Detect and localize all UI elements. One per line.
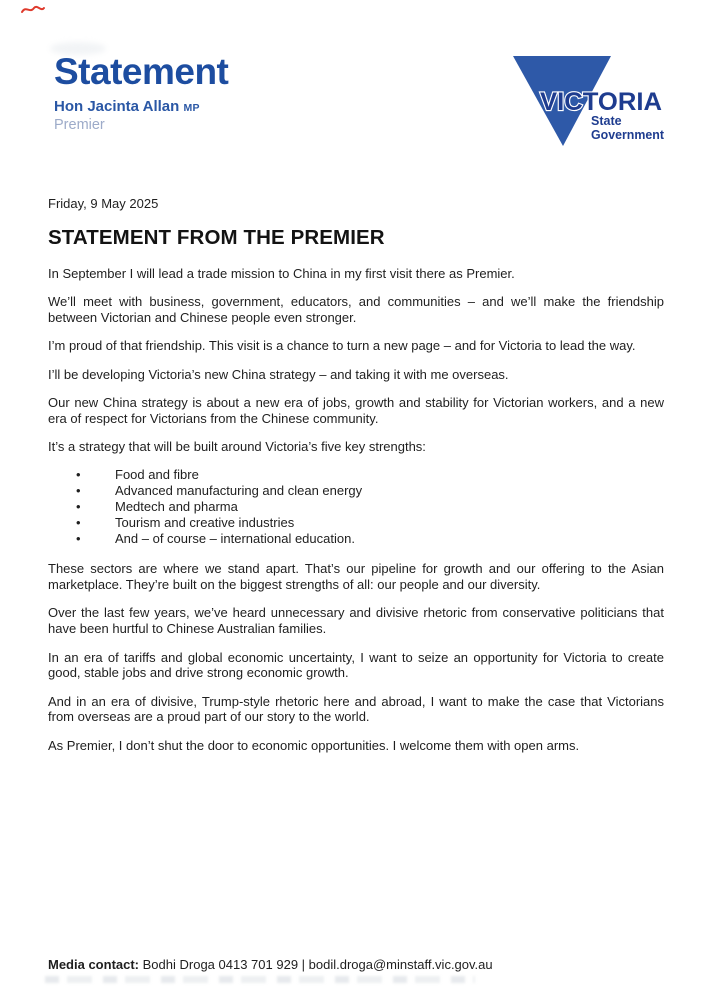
media-contact-line (48, 957, 664, 972)
strength-bullet-item: • And – of course – international education. (48, 531, 664, 547)
body-paragraph: I’m proud of that friendship. This visit is a chance to turn a new page – and for Victoria to lead the way. (48, 338, 636, 354)
strength-bullet-item: • Food and fibre (48, 467, 664, 483)
body-paragraph: And in an era of divisive, Trump-style rhetoric here and abroad, I want to make the case that Victorians from overseas are a proud part of our story to the world. (48, 693, 664, 725)
masthead-role: Premier (54, 116, 105, 133)
body-paragraph: In September I will lead a trade mission to China in my first visit there as Premier. (48, 266, 515, 281)
red-scribble-artifact (20, 3, 46, 17)
logo-sub-line2: Government (591, 128, 665, 142)
key-strengths-list (48, 467, 664, 547)
logo-sub-line1: State (591, 114, 622, 128)
body-paragraph: I’ll be developing Victoria’s new China strategy – and taking it with me overseas. (48, 366, 509, 382)
strength-bullet-item: • Advanced manufacturing and clean energy (48, 483, 664, 499)
strength-bullet-item: • Tourism and creative industries (48, 515, 664, 531)
media-contact-label: Media contact: (48, 957, 140, 972)
date-line: Friday, 9 May 2025 (48, 196, 159, 211)
strength-bullet-item: • Medtech and pharma (48, 499, 664, 515)
body-paragraph: We’ll meet with business, government, educators, and communities – and we’ll make the friendship between Victorian and Chinese people even stronger. (48, 294, 664, 326)
body-paragraph: Over the last few years, we’ve heard unnecessary and divisive rhetoric from conservative politicians that have been hurtful to Chinese Australian families. (48, 605, 664, 637)
logo-brand-text: VICTORIA (540, 88, 662, 116)
author-name: Hon Jacinta Allan (54, 97, 180, 115)
victoria-state-government-logo (505, 48, 675, 153)
body-paragraph: In an era of tariffs and global economic uncertainty, I want to seize an opportunity for Victoria to create good, stable jobs and drive strong economic growth. (48, 649, 664, 681)
paragraphs-after-list (48, 561, 664, 753)
author-suffix: MP (183, 101, 200, 114)
masthead (54, 52, 228, 133)
body-paragraph: As Premier, I don’t shut the door to economic opportunities. I welcome them with open arms. (48, 737, 580, 753)
body-paragraph: It’s a strategy that will be built around Victoria’s five key strengths: (48, 439, 426, 455)
document-body (48, 196, 664, 766)
paragraphs-before-list (48, 266, 664, 455)
body-paragraph: These sectors are where we stand apart. That’s our pipeline for growth and our offering to the Asian marketplace. They’re built on the biggest strengths of all: our people and our diversity. (48, 561, 664, 593)
page-bleed-artifact (45, 976, 475, 983)
page-title: STATEMENT FROM THE PREMIER (48, 226, 385, 249)
body-paragraph: Our new China strategy is about a new era of jobs, growth and stability for Victorian workers, and a new era of respect for Victorians from the Chinese community. (48, 394, 664, 426)
media-contact-details: Bodhi Droga 0413 701 929 | bodil.droga@minstaff.vic.gov.au (142, 957, 493, 972)
masthead-title: Statement (54, 51, 229, 92)
masthead-author (54, 98, 228, 115)
